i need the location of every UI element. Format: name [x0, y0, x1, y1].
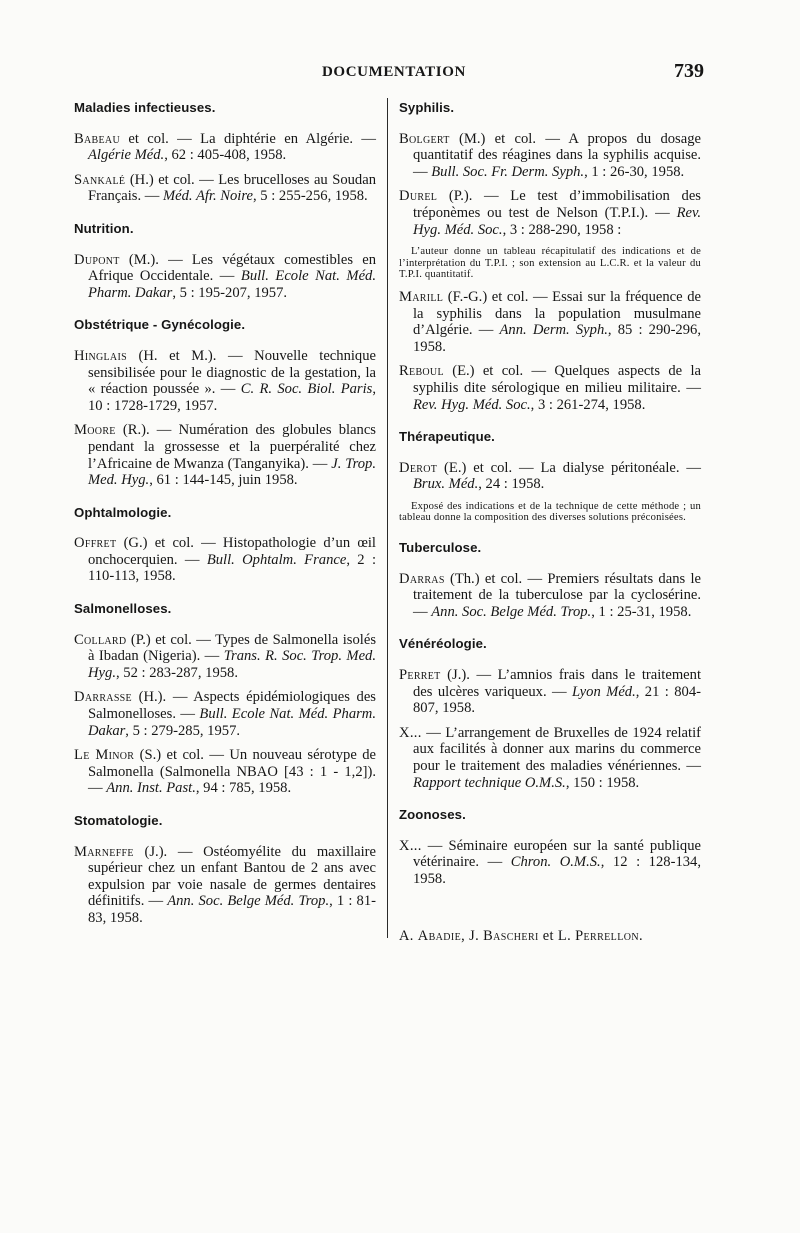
entry-title: (E.) et col. — La dialyse péritonéale. — — [437, 459, 701, 476]
signature-name-b: Bascheri — [483, 928, 539, 944]
section-heading: Maladies infectieuses. — [74, 100, 216, 115]
entry-reference: , 1 : 26-30, 1958. — [584, 163, 685, 180]
entry-journal: Rapport technique O.M.S. — [413, 774, 566, 791]
bibliography-entry — [399, 838, 701, 888]
entry-reference: , 12 : 128-134, 1958. — [413, 854, 701, 887]
entry-journal: Ann. Soc. Belge Méd. Trop. — [167, 893, 330, 910]
entry-title: et col. — La diphtérie en Algérie. — — [119, 130, 376, 147]
bibliography-entry — [399, 188, 701, 238]
right-column — [399, 100, 701, 896]
entry-abstract-note: L’auteur donne un tableau récapitulatif des indications et de l’interprétation du T.P.I. ; son extension au L.C.R. et la valeur du T.P.I. quantitatif. — [399, 246, 701, 281]
entry-author: Le Minor — [74, 747, 135, 764]
entry-author: Reboul — [399, 363, 444, 380]
bibliography-section — [74, 100, 376, 205]
entry-title: (H. et M.). — Nouvelle technique sensibilisée pour le diagnostic de la gestation, la « réaction poussée ». — — [88, 347, 376, 398]
entry-journal: Bull. Ecole Nat. Méd. Pharm. Dakar — [88, 706, 376, 739]
bibliography-entry — [74, 535, 376, 585]
entry-journal: Ann. Inst. Past. — [106, 780, 196, 797]
entry-title: — Séminaire européen sur la santé publique vétérinaire. — — [413, 837, 701, 871]
entry-title: (J.). — Ostéomyélite du maxillaire supérieur chez un enfant Bantou de 2 ans avec expulsion par voie nasale de germes dentaires définitifs. — — [88, 843, 376, 910]
entry-journal: Bull. Ecole Nat. Méd. Pharm. Dakar — [88, 268, 376, 301]
left-column — [74, 100, 376, 935]
entry-reference: , 5 : 279-285, 1957. — [125, 722, 241, 739]
bibliography-entry — [74, 131, 376, 164]
entry-author: Dupont — [74, 251, 120, 268]
entry-journal: Rev. Hyg. Méd. Soc. — [413, 204, 701, 238]
bibliography-section — [399, 100, 701, 413]
entry-title: (P.). — Le test d’immobilisation des tréponèmes ou test de Nelson (T.P.I.). — — [413, 188, 701, 221]
running-title: DOCUMENTATION — [322, 64, 466, 80]
entry-title: (M.). — Les végétaux comestibles en Afrique Occidentale. — — [88, 251, 376, 285]
bibliography-section — [74, 317, 376, 488]
bibliography-entry — [74, 172, 376, 205]
entry-title: (S.) et col. — Un nouveau sérotype de Salmonella (Salmonella NBAO [43 : 1 - 1,2]). — — [88, 747, 376, 797]
entry-reference: , 85 : 290-296, 1958. — [413, 322, 701, 355]
bibliography-section — [399, 636, 701, 791]
running-head — [0, 62, 800, 86]
bibliography-entry — [399, 131, 701, 181]
section-heading: Stomatologie. — [74, 813, 163, 828]
entry-title: (J.). — L’amnios frais dans le traitement des ulcères variqueux. — — [413, 667, 701, 700]
entry-reference: , 3 : 261-274, 1958. — [530, 396, 646, 413]
entry-reference: , 52 : 283-287, 1958. — [115, 664, 238, 681]
section-heading: Vénéréologie. — [399, 636, 487, 652]
entry-author: Sankalé — [74, 171, 126, 188]
entry-journal: Bull. Soc. Fr. Derm. Syph. — [431, 163, 585, 180]
bibliography-section — [74, 601, 376, 797]
entry-journal: C. R. Soc. Biol. Paris — [240, 381, 373, 398]
entry-reference: , 61 : 144-145, juin 1958. — [149, 472, 298, 489]
bibliography-entry — [399, 667, 701, 717]
bibliography-entry — [74, 747, 376, 797]
bibliography-entry — [74, 252, 376, 302]
bibliography-entry — [74, 844, 376, 927]
entry-journal: Rev. Hyg. Méd. Soc. — [413, 396, 531, 413]
entry-title: (P.) et col. — Types de Salmonella isolés à Ibadan (Nigeria). — — [88, 631, 376, 665]
entry-journal: Algérie Méd. — [88, 147, 165, 164]
entry-title: — L’arrangement de Bruxelles de 1924 relatif aux facilités à donner aux marins du commerce pour le traitement des maladies vénériennes. — — [413, 724, 701, 774]
entry-abstract-note: Exposé des indications et de la technique de cette méthode ; un tableau donne la composition des diverses solutions préconisées. — [399, 500, 701, 524]
bibliography-entry — [74, 632, 376, 682]
section-heading: Obstétrique - Gynécologie. — [74, 317, 246, 333]
entry-journal: Ann. Soc. Belge Méd. Trop. — [431, 603, 592, 620]
entry-reference: , 21 : 804-807, 1958. — [413, 683, 702, 717]
bibliography-entry — [399, 289, 701, 355]
entry-reference: , 5 : 195-207, 1957. — [172, 284, 288, 301]
section-heading: Tuberculose. — [399, 540, 482, 556]
entry-reference: , 1 : 81-83, 1958. — [88, 893, 377, 926]
entry-reference: , 10 : 1728-1729, 1957. — [88, 381, 376, 414]
entry-title: (Th.) et col. — Premiers résultats dans le traitement de la tuberculose par la cyclosérine. — — [413, 570, 701, 620]
entry-title: (H.) et col. — Les brucelloses au Soudan Français. — — [88, 171, 376, 205]
entry-journal: Chron. O.M.S. — [510, 854, 601, 871]
entry-author: Moore — [74, 422, 116, 439]
bibliography-entry — [74, 689, 376, 739]
bibliography-section — [74, 221, 376, 301]
signature-prefix-b: , J. — [461, 928, 484, 944]
bibliography-section — [74, 505, 376, 585]
bibliography-section — [74, 813, 376, 927]
bibliography-entry — [399, 725, 701, 791]
entry-reference: , 150 : 1958. — [565, 774, 640, 791]
section-heading: Ophtalmologie. — [74, 504, 172, 520]
entry-author: Hinglais — [74, 347, 127, 364]
section-heading: Nutrition. — [74, 220, 134, 236]
signature-suffix: . — [638, 928, 643, 944]
entry-journal: J. Trop. Med. Hyg. — [88, 455, 376, 489]
entry-title: (G.) et col. — Histopathologie d’un œil onchocerquien. — — [88, 535, 376, 568]
entry-author: Darras — [399, 570, 445, 587]
section-heading: Zoonoses. — [399, 807, 466, 823]
entry-author: Perret — [399, 667, 441, 684]
entry-title: (E.) et col. — Quelques aspects de la syphilis dite sérologique en milieu militaire. — — [413, 363, 701, 396]
entry-author: Bolgert — [399, 130, 450, 147]
entry-author: Marill — [399, 288, 444, 305]
entry-author: Durel — [399, 188, 438, 205]
signature-name-a: Abadie — [417, 928, 462, 944]
signature-prefix-c: et L. — [538, 928, 576, 944]
entry-journal: Méd. Afr. Noire — [162, 188, 253, 205]
entry-author: Darrasse — [74, 689, 132, 706]
column-divider — [387, 98, 388, 938]
entry-author: Collard — [74, 631, 127, 648]
bibliography-entry — [399, 571, 701, 621]
entry-title: (F.-G.) et col. — Essai sur la fréquence de la syphilis dans la population musulmane d’Algérie. — — [413, 288, 701, 339]
bibliography-entry — [399, 460, 701, 493]
section-heading: Thérapeutique. — [399, 429, 495, 445]
entry-reference: , 24 : 1958. — [478, 476, 545, 493]
entry-journal: Bull. Ophtalm. France — [206, 551, 347, 568]
signature-name-c: Perrellon — [575, 928, 639, 944]
bibliography-entry — [399, 363, 701, 413]
entry-reference: , 2 : 110-113, 1958. — [88, 551, 376, 585]
section-heading: Syphilis. — [399, 100, 455, 115]
bibliography-entry — [74, 422, 376, 488]
entry-reference: , 3 : 288-290, 1958 : — [502, 221, 622, 238]
entry-reference: , 94 : 785, 1958. — [195, 780, 292, 797]
entry-journal: Trans. R. Soc. Trop. Med. Hyg. — [88, 648, 376, 681]
entry-author: Babeau — [74, 130, 120, 147]
bibliography-section — [399, 429, 701, 524]
entry-author: Marneffe — [74, 843, 134, 860]
entry-reference: , 62 : 405-408, 1958. — [164, 147, 287, 164]
page-number: 739 — [674, 60, 704, 82]
entry-title: (H.). — Aspects épidémiologiques des Salmonelloses. — — [88, 689, 376, 723]
entry-journal: Ann. Derm. Syph. — [499, 322, 608, 339]
entry-author: Derot — [399, 459, 438, 476]
entry-journal: Brux. Méd. — [413, 476, 479, 493]
bibliography-entry — [74, 348, 376, 414]
signature-prefix-a: A. — [399, 928, 418, 944]
entry-title: (M.) et col. — A propos du dosage quantitatif des réagines dans la syphilis acquise. — — [413, 130, 701, 180]
entry-author: X... — [399, 724, 422, 741]
section-heading: Salmonelloses. — [74, 601, 172, 617]
entry-reference: , 5 : 255-256, 1958. — [252, 188, 368, 205]
bibliography-section — [399, 807, 701, 887]
bibliography-section — [399, 540, 701, 620]
entry-reference: , 1 : 25-31, 1958. — [591, 603, 692, 620]
entry-title: (R.). — Numération des globules blancs pendant la grossesse et la puerpéralité chez l’Africaine de Mwanza (Tanganyika). — — [88, 422, 376, 472]
signature — [399, 928, 719, 945]
entry-author: X... — [399, 837, 422, 854]
entry-journal: Lyon Méd. — [572, 683, 636, 700]
entry-author: Offret — [74, 535, 117, 552]
